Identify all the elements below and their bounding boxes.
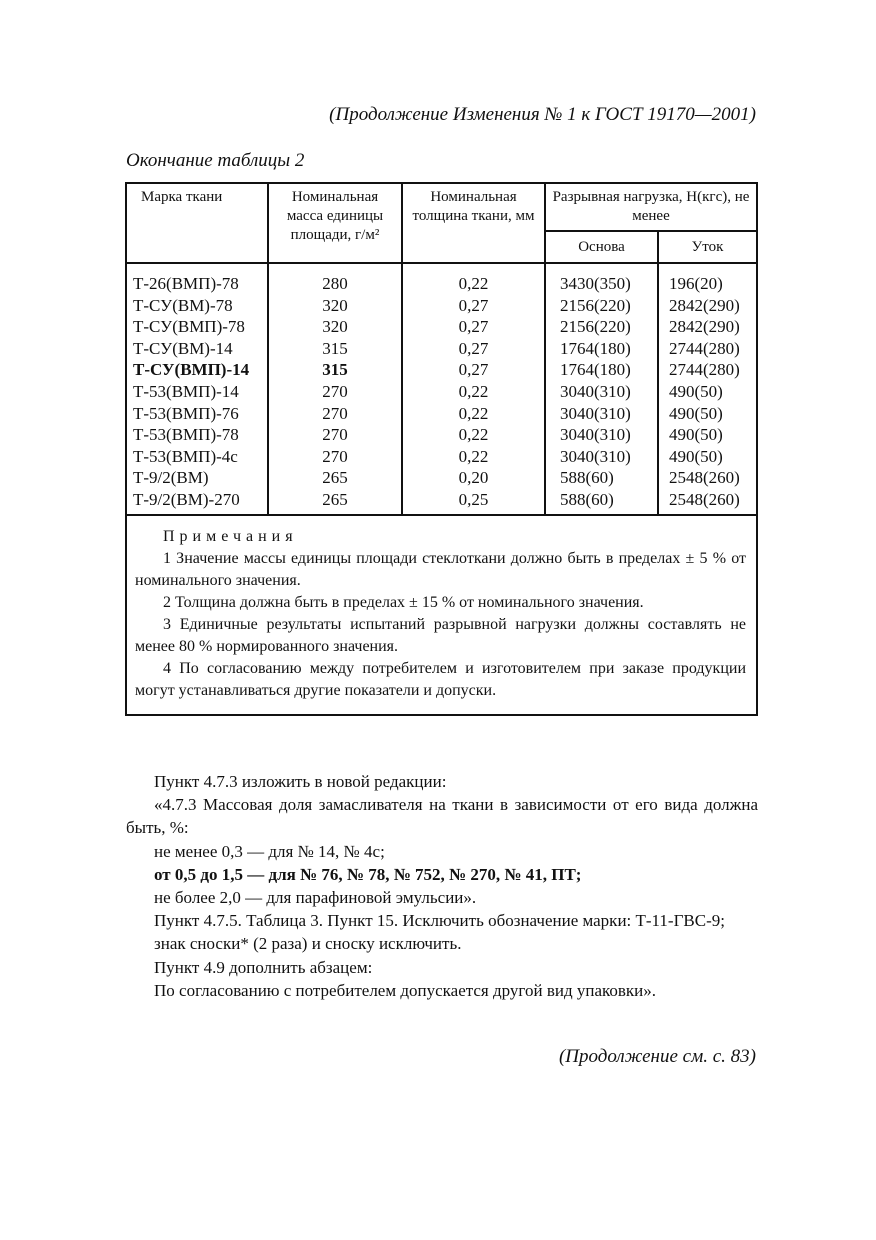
table-cell: Т-9/2(ВМ)-270 (133, 489, 240, 509)
header-weft: Уток (658, 231, 757, 263)
table-cell: 3040(310) (560, 425, 631, 445)
table-cell: 2156(220) (560, 295, 631, 315)
table-cell: 2548(260) (669, 489, 740, 509)
table-cell: Т-9/2(ВМ) (133, 468, 209, 488)
table-cell: 315 (322, 338, 348, 358)
table-cell: 0,20 (458, 468, 489, 488)
column-warp (545, 263, 658, 515)
table-cell: 588(60) (560, 468, 614, 488)
table-cell: 270 (322, 381, 348, 401)
table-cell: 320 (322, 295, 348, 315)
header-mass: Номинальная масса единицы площади, г/м² (268, 183, 402, 263)
table-cell: 0,22 (458, 425, 489, 445)
table-cell: 280 (322, 274, 348, 293)
table-cell: 2548(260) (669, 468, 740, 488)
column-mass (268, 263, 402, 515)
note-4: 4 По согласованию между потребителем и изготовителем при заказе продукции могут устанавливаться другие показатели и допуски. (135, 660, 746, 699)
table-cell: 3040(310) (560, 381, 631, 401)
table-cell: 588(60) (560, 489, 614, 509)
table-cell: 2744(280) (669, 338, 740, 358)
paragraph: Пункт 4.7.5. Таблица 3. Пункт 15. Исключить обозначение марки: Т-11-ГВС-9; (154, 911, 725, 931)
page-header: (Продолжение Изменения № 1 к ГОСТ 19170—2001) (329, 104, 756, 125)
table-cell: 0,22 (458, 274, 489, 293)
table-cell: 490(50) (669, 403, 723, 423)
table-cell: Т-53(ВМП)-4с (133, 446, 238, 466)
column-weft (658, 263, 757, 515)
table-cell: 0,27 (458, 338, 489, 358)
table-cell: 270 (322, 446, 348, 466)
table-cell: 320 (322, 317, 348, 337)
table-cell: 490(50) (669, 446, 723, 466)
table-cell: 270 (322, 425, 348, 445)
table-cell: 3040(310) (560, 403, 631, 423)
paragraph: не более 2,0 — для парафиновой эмульсии». (154, 888, 477, 908)
paragraph: не менее 0,3 — для № 14, № 4с; (154, 841, 385, 861)
table-cell: 1764(180) (560, 360, 631, 380)
table-cell: Т-26(ВМП)-78 (133, 274, 239, 293)
table-cell: 265 (322, 468, 348, 488)
table-cell: Т-53(ВМП)-76 (133, 403, 239, 423)
table-cell: 270 (322, 403, 348, 423)
table-cell: 490(50) (669, 425, 723, 445)
table-cell: 315 (322, 360, 348, 380)
notes-title: Примечания (163, 528, 298, 545)
table-cell: Т-СУ(ВМ)-78 (133, 295, 233, 315)
table-cell: 2744(280) (669, 360, 740, 380)
table-cell: 265 (322, 489, 348, 509)
table-cell: 2842(290) (669, 317, 740, 337)
header-thickness: Номинальная толщина ткани, мм (402, 183, 545, 263)
header-load: Разрывная нагрузка, Н(кгс), не менее (545, 183, 757, 231)
table-cell: Т-СУ(ВМ)-14 (133, 338, 233, 358)
paragraph: «4.7.3 Массовая доля замасливателя на ткани в зависимости от его вида должна быть, %: (126, 795, 758, 838)
paragraph: По согласованию с потребителем допускается другой вид упаковки». (154, 980, 657, 1000)
table-cell: 1764(180) (560, 338, 631, 358)
table-cell: Т-СУ(ВМП)-78 (133, 317, 245, 337)
table-caption: Окончание таблицы 2 (126, 150, 305, 171)
table-cell: 490(50) (669, 381, 723, 401)
amendment-text (126, 770, 758, 1002)
column-thickness (402, 263, 545, 515)
table-cell: Т-СУ(ВМП)-14 (133, 360, 250, 380)
table-cell: 0,27 (458, 360, 489, 380)
table-cell: 0,25 (458, 489, 489, 509)
note-2: 2 Толщина должна быть в пределах ± 15 % от номинального значения. (163, 594, 644, 611)
header-warp: Основа (545, 231, 658, 263)
table-cell: 0,27 (458, 295, 489, 315)
column-mark (126, 263, 268, 515)
page-footer: (Продолжение см. с. 83) (558, 1046, 756, 1067)
table-notes (126, 515, 757, 715)
table-cell: Т-53(ВМП)-14 (133, 381, 239, 401)
note-1: 1 Значение массы единицы площади стеклоткани должно быть в пределах ± 5 % от номинального значения. (135, 550, 746, 589)
paragraph: Пункт 4.9 дополнить абзацем: (154, 957, 373, 977)
paragraph: от 0,5 до 1,5 — для № 76, № 78, № 752, № 270, № 41, ПТ; (154, 864, 582, 884)
table-cell: 3430(350) (560, 274, 631, 293)
table-cell: 0,22 (458, 403, 489, 423)
header-mark: Марка ткани (126, 183, 268, 263)
table-cell: 0,22 (458, 446, 489, 466)
fabric-table (125, 182, 758, 716)
paragraph: знак сноски* (2 раза) и сноску исключить. (154, 934, 462, 954)
paragraph: Пункт 4.7.3 изложить в новой редакции: (154, 772, 447, 791)
table-cell: 2156(220) (560, 317, 631, 337)
table-cell: 0,22 (458, 381, 489, 401)
table-cell: 0,27 (458, 317, 489, 337)
table-cell: Т-53(ВМП)-78 (133, 425, 239, 445)
table-cell: 196(20) (669, 274, 723, 293)
table-cell: 3040(310) (560, 446, 631, 466)
table-body-row (126, 263, 757, 515)
note-3: 3 Единичные результаты испытаний разрывной нагрузки должны составлять не менее 80 % нормированного значения. (135, 616, 746, 655)
table-cell: 2842(290) (669, 295, 740, 315)
